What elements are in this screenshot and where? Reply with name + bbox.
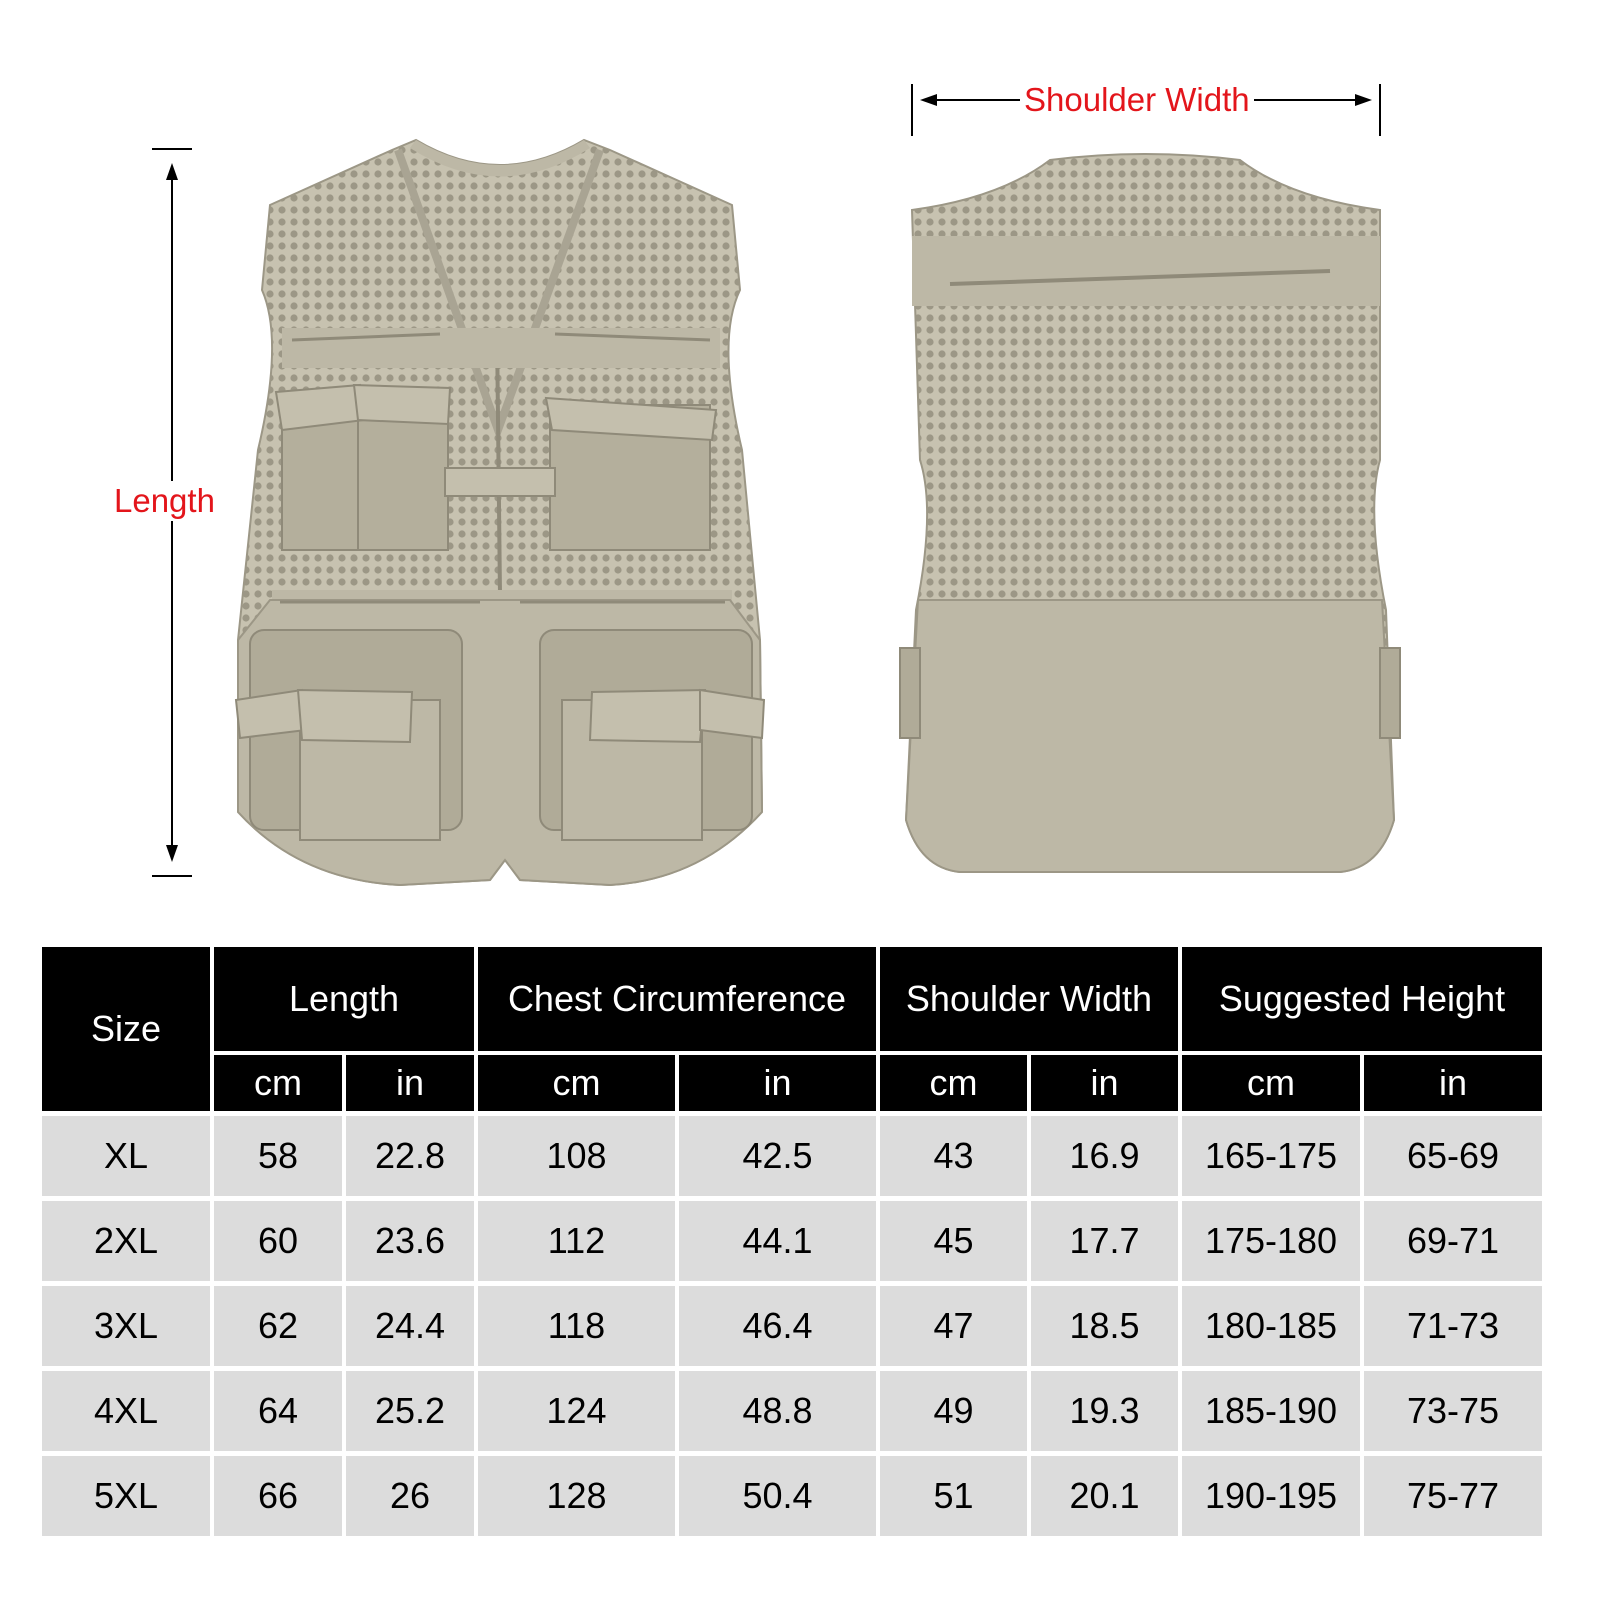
- header-unit: cm: [1182, 1051, 1360, 1111]
- height-cm-cell: 175-180: [1182, 1196, 1360, 1281]
- size-cell: 3XL: [42, 1281, 210, 1366]
- table-row: [42, 1196, 1542, 1281]
- size-chart-table: [38, 947, 1546, 1536]
- length-in-cell: 26: [346, 1451, 474, 1536]
- height-in-cell: 71-73: [1364, 1281, 1542, 1366]
- chest-cm-cell: 128: [478, 1451, 675, 1536]
- header-unit: cm: [880, 1051, 1027, 1111]
- length-in-cell: 24.4: [346, 1281, 474, 1366]
- size-cell: 5XL: [42, 1451, 210, 1536]
- table-row: [42, 1366, 1542, 1451]
- size-cell: 4XL: [42, 1366, 210, 1451]
- shoulder-in-cell: 18.5: [1031, 1281, 1178, 1366]
- header-length: Length: [214, 947, 474, 1051]
- chest-cm-cell: 118: [478, 1281, 675, 1366]
- header-suggested-height: Suggested Height: [1182, 947, 1542, 1051]
- header-unit: in: [346, 1051, 474, 1111]
- shoulder-cm-cell: 47: [880, 1281, 1027, 1366]
- vest-back: [900, 154, 1400, 872]
- shoulder-width-label: Shoulder Width: [1020, 80, 1254, 120]
- shoulder-cm-cell: 51: [880, 1451, 1027, 1536]
- height-cm-cell: 165-175: [1182, 1111, 1360, 1196]
- header-unit: cm: [478, 1051, 675, 1111]
- header-unit: in: [679, 1051, 876, 1111]
- shoulder-in-cell: 19.3: [1031, 1366, 1178, 1451]
- height-cm-cell: 190-195: [1182, 1451, 1360, 1536]
- chest-in-cell: 48.8: [679, 1366, 876, 1451]
- shoulder-in-cell: 16.9: [1031, 1111, 1178, 1196]
- chest-in-cell: 42.5: [679, 1111, 876, 1196]
- length-in-cell: 22.8: [346, 1111, 474, 1196]
- shoulder-cm-cell: 43: [880, 1111, 1027, 1196]
- height-in-cell: 75-77: [1364, 1451, 1542, 1536]
- header-chest-circumference: Chest Circumference: [478, 947, 876, 1051]
- chest-cm-cell: 112: [478, 1196, 675, 1281]
- length-cm-cell: 58: [214, 1111, 342, 1196]
- shoulder-cm-cell: 49: [880, 1366, 1027, 1451]
- height-cm-cell: 185-190: [1182, 1366, 1360, 1451]
- size-cell: XL: [42, 1111, 210, 1196]
- header-size: Size: [42, 947, 210, 1111]
- chest-cm-cell: 108: [478, 1111, 675, 1196]
- height-cm-cell: 180-185: [1182, 1281, 1360, 1366]
- length-cm-cell: 62: [214, 1281, 342, 1366]
- length-cm-cell: 64: [214, 1366, 342, 1451]
- vest-front: [236, 140, 764, 885]
- length-in-cell: 25.2: [346, 1366, 474, 1451]
- shoulder-in-cell: 20.1: [1031, 1451, 1178, 1536]
- table-row: [42, 1111, 1542, 1196]
- size-cell: 2XL: [42, 1196, 210, 1281]
- header-unit: in: [1031, 1051, 1178, 1111]
- height-in-cell: 73-75: [1364, 1366, 1542, 1451]
- chest-in-cell: 44.1: [679, 1196, 876, 1281]
- height-in-cell: 69-71: [1364, 1196, 1542, 1281]
- header-unit: in: [1364, 1051, 1542, 1111]
- shoulder-cm-cell: 45: [880, 1196, 1027, 1281]
- shoulder-in-cell: 17.7: [1031, 1196, 1178, 1281]
- table-row: [42, 1451, 1542, 1536]
- chest-cm-cell: 124: [478, 1366, 675, 1451]
- chest-in-cell: 46.4: [679, 1281, 876, 1366]
- height-in-cell: 65-69: [1364, 1111, 1542, 1196]
- length-label: Length: [114, 482, 215, 519]
- chest-in-cell: 50.4: [679, 1451, 876, 1536]
- table-row: [42, 1281, 1542, 1366]
- header-shoulder-width: Shoulder Width: [880, 947, 1178, 1051]
- length-cm-cell: 60: [214, 1196, 342, 1281]
- length-cm-cell: 66: [214, 1451, 342, 1536]
- length-in-cell: 23.6: [346, 1196, 474, 1281]
- header-unit: cm: [214, 1051, 342, 1111]
